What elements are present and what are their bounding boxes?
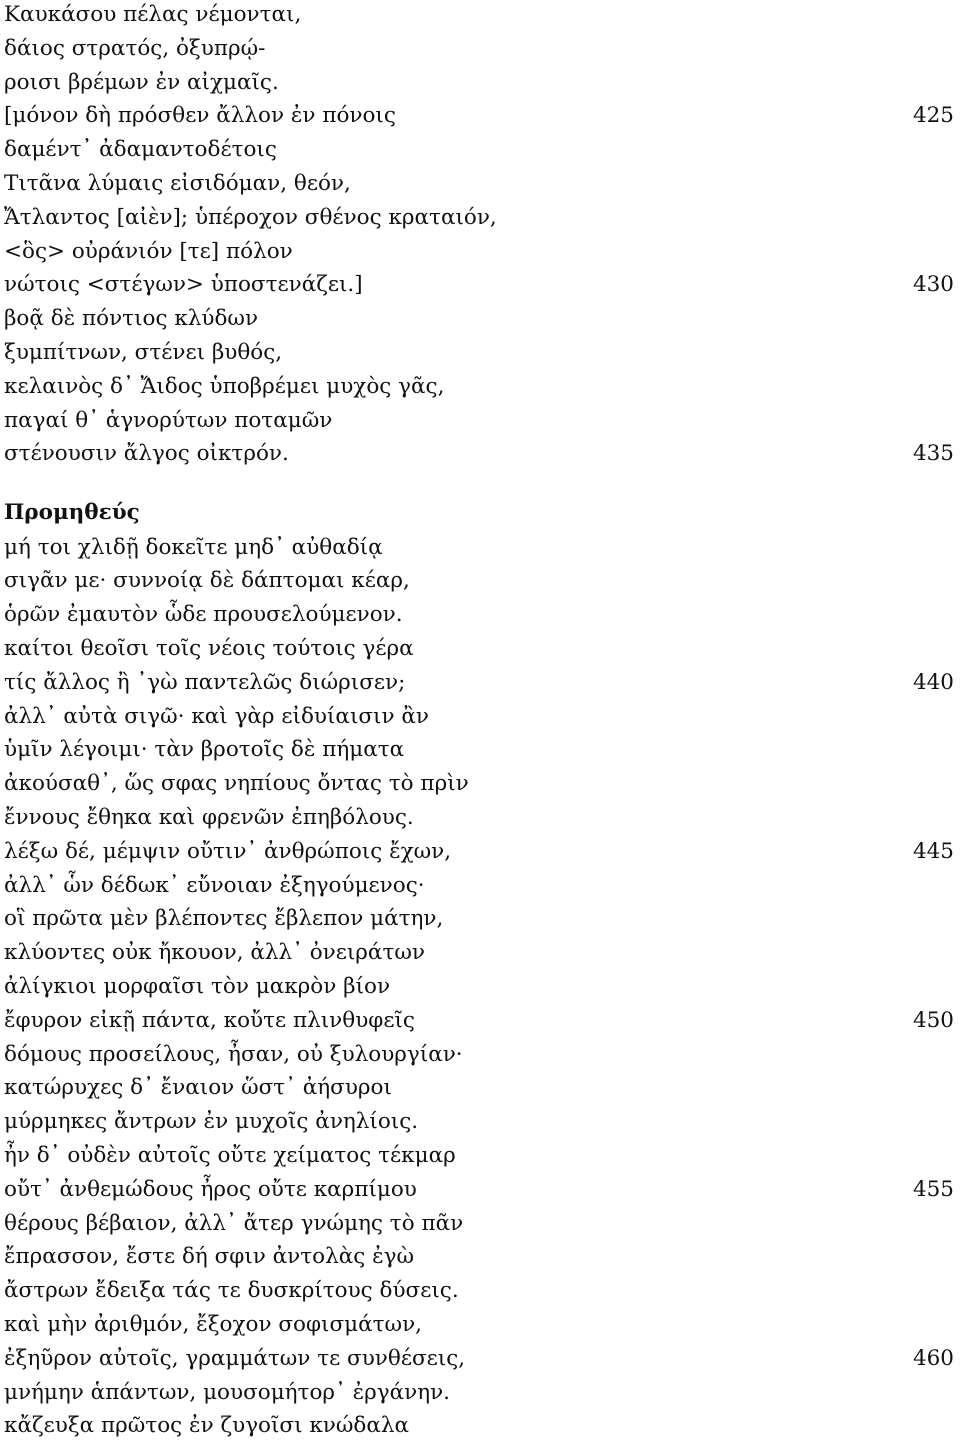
verse-line: ὑμῖν λέγοιμι· τὰν βροτοῖς δὲ πήματα — [4, 737, 405, 763]
verse-line: ἔπρασσον, ἔστε δή σφιν ἀντολὰς ἐγὼ — [4, 1244, 415, 1270]
line-number: 450 — [912, 1007, 954, 1033]
verse-line: Τιτᾶνα λύμαις εἰσιδόμαν, θεόν, — [4, 171, 351, 196]
verse-line: τίς ἄλλος ἢ ᾽γὼ παντελῶς διώρισεν; 440 — [4, 666, 954, 700]
verse-line: λέξω δέ, μέμψιν οὔτιν᾽ ἀνθρώποις ἔχων, 445 — [4, 835, 954, 869]
line-number: 440 — [912, 669, 954, 695]
verse-line: οἳ πρῶτα μὲν βλέποντες ἔβλεπον μάτην, — [4, 906, 444, 932]
verse-line: ἄστρων ἔδειξα τάς τε δυσκρίτους δύσεις. — [4, 1278, 459, 1304]
verse-line: ἀλλ᾽ αὐτὰ σιγῶ· καὶ γὰρ εἰδυίαισιν ἂν — [4, 703, 429, 729]
verse-line: μύρμηκες ἄντρων ἐν μυχοῖς ἀνηλίοις. — [4, 1109, 419, 1135]
verse-line: ροισι βρέμων ἐν αἰχμαῖς. — [4, 69, 279, 95]
verse-line: σιγᾶν με· συννοίᾳ δὲ δάπτομαι κέαρ, — [4, 568, 410, 594]
verse-line: ὁρῶν ἐμαυτὸν ὧδε προυσελούμενον. — [4, 602, 403, 628]
verse-line: ἀλίγκιοι μορφαῖσι τὸν μακρὸν βίον — [4, 973, 391, 999]
verse-line: Καυκάσου πέλας νέμονται, — [4, 2, 302, 27]
line-number: 455 — [912, 1176, 954, 1202]
verse-line: ἦν δ᾽ οὐδὲν αὐτοῖς οὔτε χείματος τέκμαρ — [4, 1142, 456, 1168]
line-number: 425 — [912, 103, 954, 129]
speaker-heading: Προμηθεύς — [4, 500, 140, 525]
line-number: 430 — [912, 272, 954, 298]
line-number: 460 — [912, 1345, 954, 1371]
verse-line: παγαί θ᾽ ἁγνορύτων ποταμῶν — [4, 407, 333, 433]
verse-line: κελαινὸς δ᾽ Ἄιδος ὑποβρέμει μυχὸς γᾶς, — [4, 373, 445, 399]
verse-line: ἀλλ᾽ ὧν δέδωκ᾽ εὔνοιαν ἐξηγούμενος· — [4, 872, 425, 898]
verse-line: βοᾷ δὲ πόντιος κλύδων — [4, 306, 259, 332]
verse-line: στένουσιν ἄλγος οἰκτρόν. 435 — [4, 437, 954, 471]
line-number: 435 — [912, 441, 954, 467]
verse-line: καὶ μὴν ἀριθμόν, ἔξοχον σοφισμάτων, — [4, 1311, 422, 1337]
verse-line: Ἄτλαντος [αἰὲν]; ὑπέροχον σθένος κραταιόν, — [4, 204, 497, 230]
verse-line: ἐξηῦρον αὐτοῖς, γραμμάτων τε συνθέσεις, 460 — [4, 1342, 954, 1376]
verse-line: μνήμην ἁπάντων, μουσομήτορ᾽ ἐργάνην. — [4, 1379, 451, 1405]
verse-line: καίτοι θεοῖσι τοῖς νέοις τούτοις γέρα — [4, 635, 414, 661]
verse-line: κλύοντες οὐκ ἤκουον, ἀλλ᾽ ὀνειράτων — [4, 940, 425, 966]
verse-line: μή τοι χλιδῇ δοκεῖτε μηδ᾽ αὐθαδίᾳ — [4, 534, 383, 560]
verse-line: ἔφυρον εἰκῇ πάντα, κοὔτε πλινθυφεῖς 450 — [4, 1004, 954, 1038]
verse-line: κατώρυχες δ᾽ ἔναιον ὥστ᾽ ἀήσυροι — [4, 1075, 392, 1101]
verse-line: δαμέντ᾽ ἀδαμαντοδέτοις — [4, 137, 277, 163]
verse-line: ἀκούσαθ᾽, ὥς σφας νηπίους ὄντας τὸ πρὶν — [4, 771, 469, 797]
verse-line: θέρους βέβαιον, ἀλλ᾽ ἄτερ γνώμης τὸ πᾶν — [4, 1210, 464, 1236]
verse-line: δόμους προσείλους, ἦσαν, οὐ ξυλουργίαν· — [4, 1041, 463, 1067]
verse-line: κἄζευξα πρῶτος ἐν ζυγοῖσι κνώδαλα — [4, 1413, 410, 1439]
verse-line: δάιος στρατός, ὀξυπρῴ- — [4, 35, 266, 61]
verse-line: <ὃς> οὐράνιόν [τε] πόλον — [4, 238, 293, 264]
verse-line: οὔτ᾽ ἀνθεμώδους ἦρος οὔτε καρπίμου 455 — [4, 1173, 954, 1207]
verse-line: ξυμπίτνων, στένει βυθός, — [4, 340, 283, 365]
verse-line: [μόνον δὴ πρόσθεν ἄλλον ἐν πόνοις 425 — [4, 99, 954, 133]
verse-line: ἔννους ἔθηκα καὶ φρενῶν ἐπηβόλους. — [4, 804, 414, 830]
line-number: 445 — [912, 838, 954, 864]
verse-line: νώτοις <στέγων> ὑποστενάζει.] 430 — [4, 268, 954, 302]
